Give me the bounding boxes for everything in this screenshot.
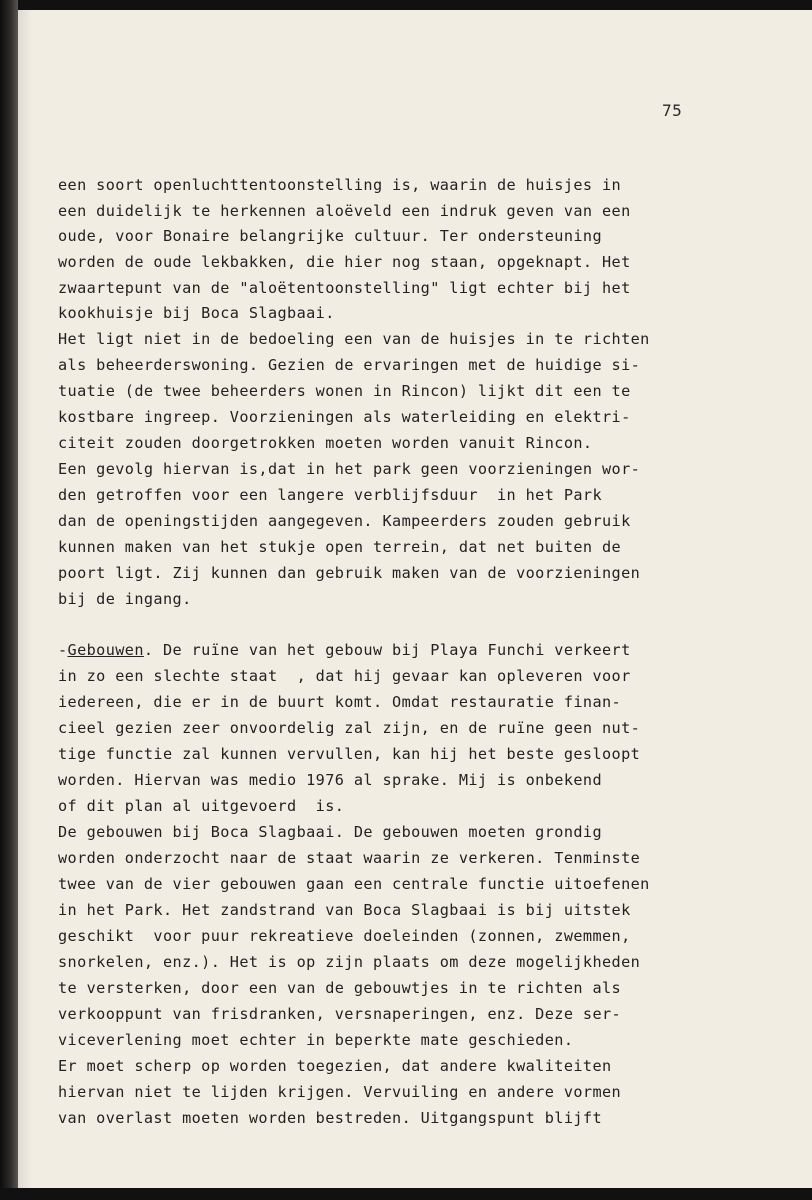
text-line: viceverlening moet echter in beperkte mate geschieden.	[58, 1031, 574, 1049]
text-line: worden de oude lekbakken, die hier nog staan, opgeknapt. Het	[58, 253, 631, 271]
text-line: een duidelijk te herkennen aloëveld een indruk geven van een	[58, 202, 631, 220]
text-line: dan de openingstijden aangegeven. Kampeerders zouden gebruik	[58, 512, 631, 530]
text-line: tuatie (de twee beheerders wonen in Rincon) lijkt dit een te	[58, 382, 631, 400]
text-line: kostbare ingreep. Voorzieningen als waterleiding en elektri-	[58, 408, 631, 426]
page-number: 75	[662, 101, 683, 120]
text-line: geschikt voor puur rekreatieve doeleinden (zonnen, zwemmen,	[58, 927, 631, 945]
text-line: citeit zouden doorgetrokken moeten worden vanuit Rincon.	[58, 434, 593, 452]
text-line: bij de ingang.	[58, 590, 192, 608]
section-heading-gebouwen: Gebouwen	[67, 641, 144, 659]
text-line: van overlast moeten worden bestreden. Uitgangspunt blijft	[58, 1109, 602, 1127]
text-line: hiervan niet te lijden krijgen. Vervuiling en andere vormen	[58, 1083, 622, 1101]
text-line: kookhuisje bij Boca Slagbaai.	[58, 304, 335, 322]
text-line: tige functie zal kunnen vervullen, kan hij het beste gesloopt	[58, 745, 641, 763]
text-line: Er moet scherp op worden toegezien, dat andere kwaliteiten	[58, 1057, 612, 1075]
text-line: een soort openluchttentoonstelling is, waarin de huisjes in	[58, 176, 622, 194]
heading-line-rest: . De ruïne van het gebouw bij Playa Funchi verkeert	[143, 641, 631, 659]
scan-bottom-edge	[0, 1188, 812, 1200]
text-line: of dit plan al uitgevoerd is.	[58, 797, 345, 815]
text-line: als beheerderswoning. Gezien de ervaringen met de huidige si-	[58, 356, 641, 374]
text-line: in zo een slechte staat , dat hij gevaar kan opleveren voor	[58, 667, 631, 685]
text-line: poort ligt. Zij kunnen dan gebruik maken van de voorzieningen	[58, 564, 641, 582]
text-line: Een gevolg hiervan is,dat in het park geen voorzieningen wor-	[58, 460, 641, 478]
section-heading-line	[58, 637, 631, 663]
text-line: den getroffen voor een langere verblijfsduur in het Park	[58, 486, 602, 504]
book-spine	[0, 0, 18, 1200]
text-line: kunnen maken van het stukje open terrein, dat net buiten de	[58, 538, 622, 556]
scan-top-edge	[0, 0, 812, 10]
text-line: twee van de vier gebouwen gaan een centrale functie uitoefenen	[58, 875, 650, 893]
text-line: zwaartepunt van de "aloëtentoonstelling" ligt echter bij het	[58, 279, 631, 297]
text-line: te versterken, door een van de gebouwtjes in te richten als	[58, 979, 622, 997]
text-line: worden onderzocht naar de staat waarin ze verkeren. Tenminste	[58, 849, 641, 867]
text-line: cieel gezien zeer onvoordelig zal zijn, en de ruïne geen nut-	[58, 719, 641, 737]
text-line: in het Park. Het zandstrand van Boca Slagbaai is bij uitstek	[58, 901, 631, 919]
text-line: verkooppunt van frisdranken, versnaperingen, enz. Deze ser-	[58, 1005, 622, 1023]
text-line: Het ligt niet in de bedoeling een van de huisjes in te richten	[58, 330, 650, 348]
text-line: worden. Hiervan was medio 1976 al sprake. Mij is onbekend	[58, 771, 602, 789]
text-line: snorkelen, enz.). Het is op zijn plaats om deze mogelijkheden	[58, 953, 641, 971]
text-line: iedereen, die er in de buurt komt. Omdat restauratie finan-	[58, 693, 622, 711]
text-line: oude, voor Bonaire belangrijke cultuur. Ter ondersteuning	[58, 227, 602, 245]
text-line: De gebouwen bij Boca Slagbaai. De gebouwen moeten grondig	[58, 823, 602, 841]
heading-dash: -	[58, 641, 68, 659]
